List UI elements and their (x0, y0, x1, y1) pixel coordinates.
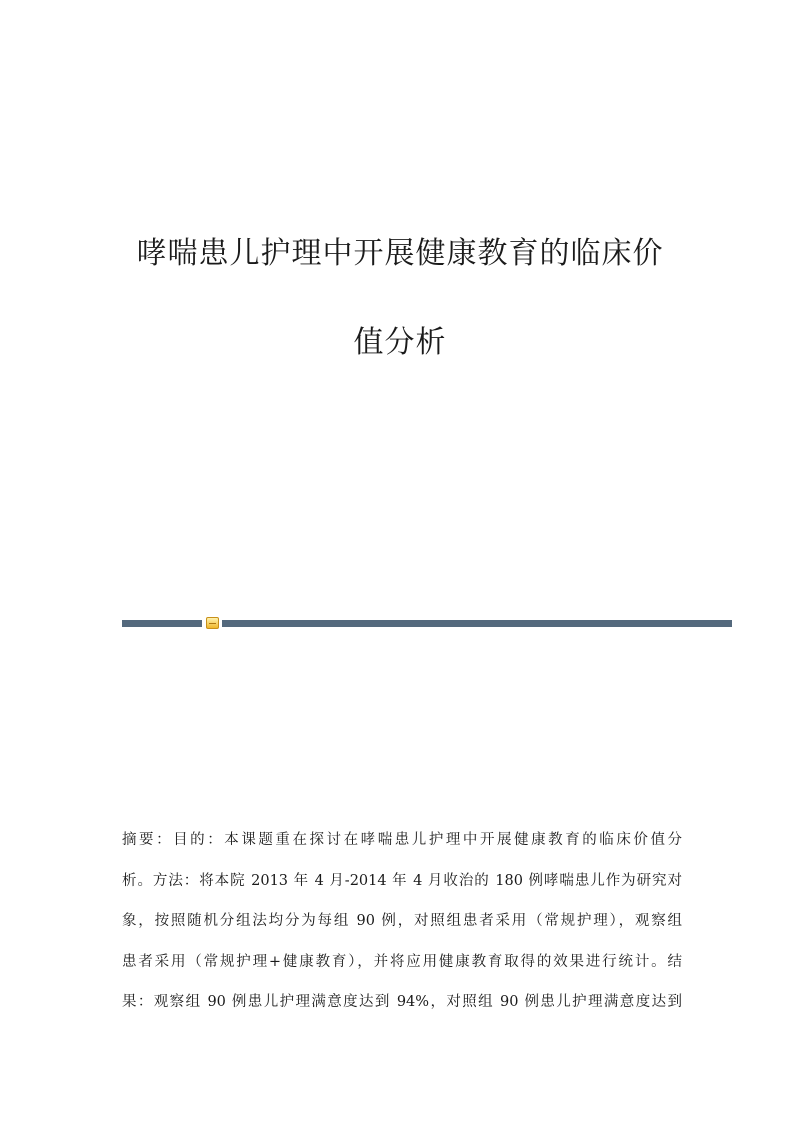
book-icon (206, 617, 219, 629)
document-title-line-2: 值分析 (353, 325, 447, 360)
divider-bar-left (122, 620, 202, 627)
document-title-line-1: 哮喘患儿护理中开展健康教育的临床价 (136, 236, 664, 271)
abstract-line: 果：观察组 90 例患儿护理满意度达到 94%，对照组 90 例患儿护理满意度达到 (122, 994, 682, 1010)
abstract-line: 摘要：目的：本课题重在探讨在哮喘患儿护理中开展健康教育的临床价值分 (122, 832, 682, 848)
divider-bar-right (222, 620, 732, 627)
abstract-line: 析。方法：将本院 2013 年 4 月-2014 年 4 月收治的 180 例哮喘患儿作为研究对 (122, 872, 682, 889)
abstract-line: 患者采用（常规护理+健康教育），并将应用健康教育取得的效果进行统计。结 (122, 953, 682, 970)
abstract-line: 象，按照随机分组法均分为每组 90 例，对照组患者采用（常规护理），观察组 (122, 913, 682, 929)
abstract-paragraph (122, 820, 682, 1023)
section-divider (122, 616, 732, 630)
